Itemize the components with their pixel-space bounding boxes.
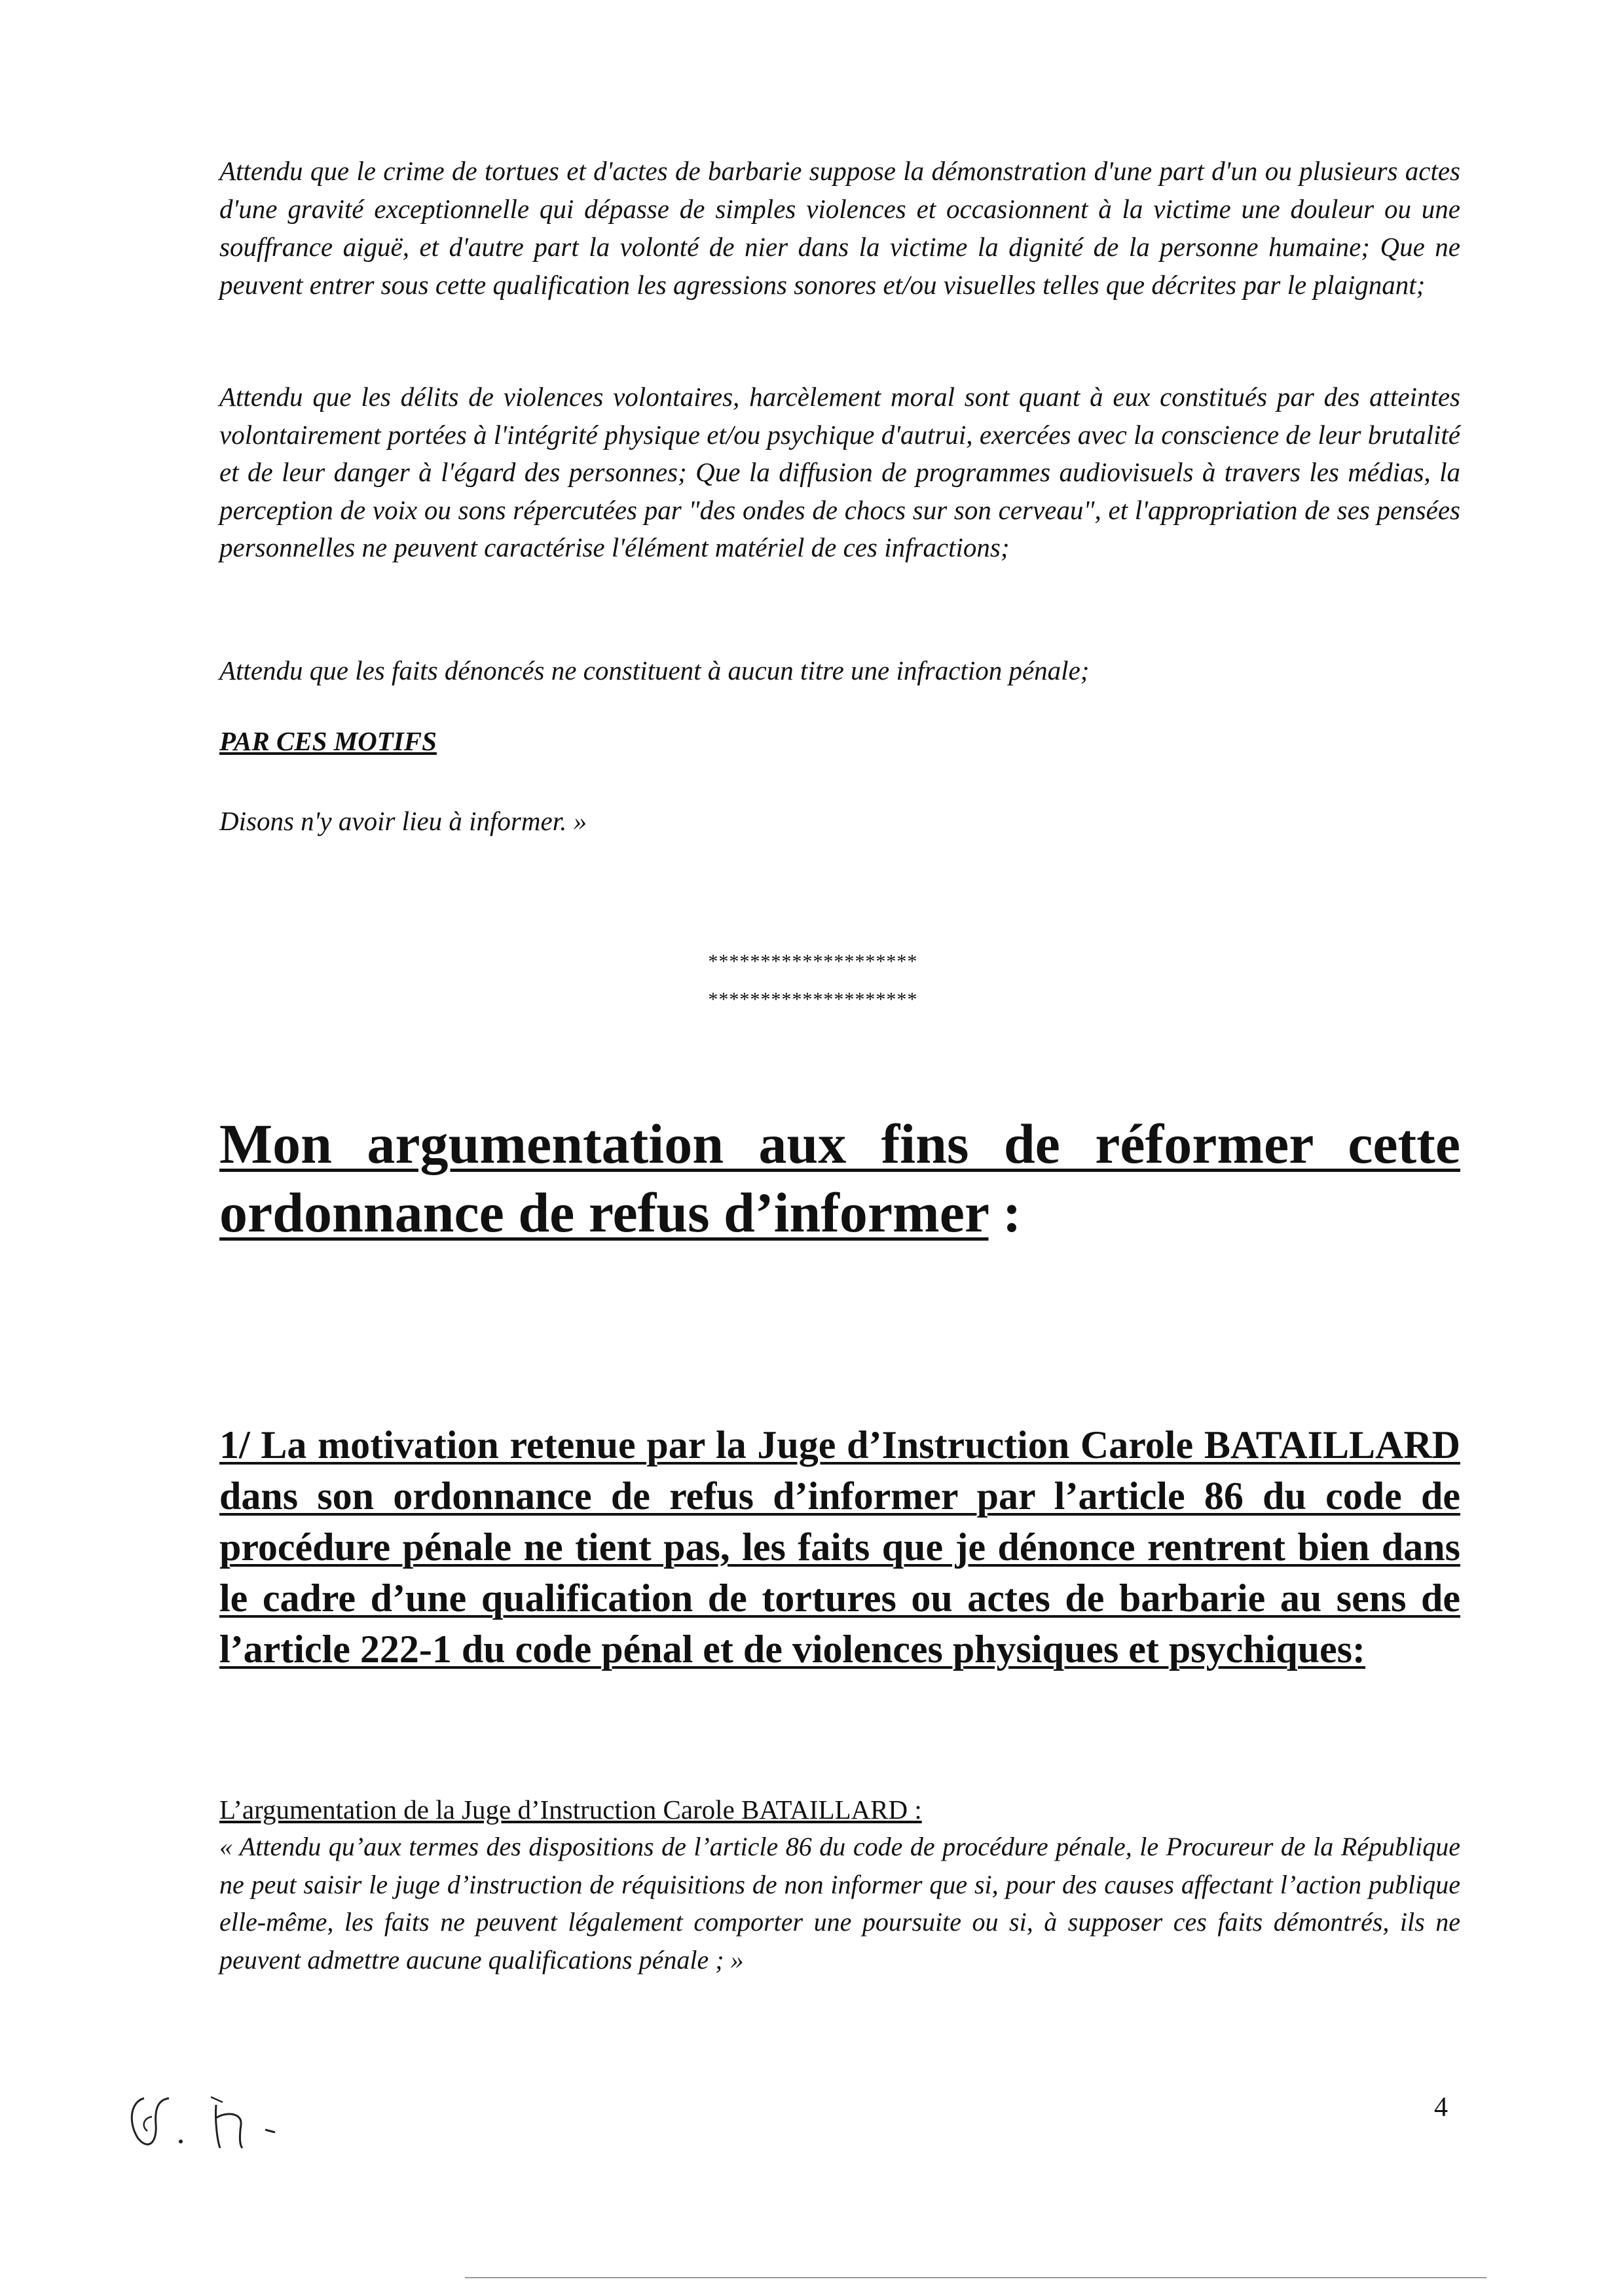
motifs-label: PAR CES MOTIFS xyxy=(219,726,437,756)
separator-stars-2: ******************** xyxy=(707,989,917,1010)
argumentation-quote: « Attendu qu’aux termes des dispositions de l’article 86 du code de procédure pénale, le Procureur de la République ne peut saisir le juge d’instruction de réquisitions de non informer que si, pour des causes affectant l’action publique elle-même, les faits ne peuvent légalement comporter une poursuite ou si, à supposer ces faits démontrés, ils ne peuvent admettre aucune qualifications pénale ; » xyxy=(219,1832,1460,1975)
main-heading xyxy=(219,1110,1460,1247)
paragraph-violences-definition xyxy=(219,378,1460,567)
main-heading-text: Mon argumentation aux fins de réformer cette ordonnance de refus d’informer xyxy=(219,1112,1460,1244)
main-heading-suffix: : xyxy=(988,1181,1022,1244)
paragraph-text: Attendu que les faits dénoncés ne constituent à aucun titre une infraction pénale; xyxy=(219,655,1090,685)
paragraph-text: Attendu que le crime de tortues et d'actes de barbarie suppose la démonstration d'une part d'un ou plusieurs actes d'une gravité exceptionnelle qui dépasse de simples violences et occasionnent à la victime une douleur ou une souffrance aiguë, et d'autre part la volonté de nier dans la victime la dignité de la personne humaine; Que ne peuvent entrer sous cette qualification les agressions sonores et/ou visuelles telles que décrites par le plaignant; xyxy=(219,156,1460,300)
handwritten-initials xyxy=(118,2085,327,2157)
page-number: 4 xyxy=(1434,2092,1448,2123)
separator-stars-1: ******************** xyxy=(707,951,917,972)
argumentation-label: L’argumentation de la Juge d’Instruction Carole BATAILLARD : xyxy=(219,1795,922,1825)
disposition-line xyxy=(219,803,1460,841)
paragraph-conclusion xyxy=(219,652,1460,690)
section-heading xyxy=(219,1419,1460,1675)
section-heading-text: 1/ La motivation retenue par la Juge d’Instruction Carole BATAILLARD dans son ordonnance de refus d’informer par l’article 86 du code de procédure pénale ne tient pas, les faits que je dénonce rentrent bien dans le cadre d’une qualification de tortures ou actes de barbarie au sens de l’article 222-1 du code pénal et de violences physiques et psychiques: xyxy=(219,1423,1460,1671)
argumentation-block xyxy=(219,1791,1460,1978)
motifs-heading xyxy=(219,725,1460,757)
paragraph-text: Attendu que les délits de violences volontaires, harcèlement moral sont quant à eux constitués par des atteintes volontairement portées à l'intégrité physique et/ou psychique d'autrui, exercées avec la conscience de leur brutalité et de leur danger à l'égard des personnes; Que la diffusion de programmes audiovisuels à travers les médias, la perception de voix ou sons répercutées par "des ondes de chocs sur son cerveau", et l'appropriation de ses pensées personnelles ne peuvent caractérise l'élément matériel de ces infractions; xyxy=(219,382,1460,562)
paragraph-torture-definition xyxy=(219,152,1460,304)
disposition-text: Disons n'y avoir lieu à informer. » xyxy=(219,806,587,836)
bottom-divider xyxy=(465,2277,1486,2278)
